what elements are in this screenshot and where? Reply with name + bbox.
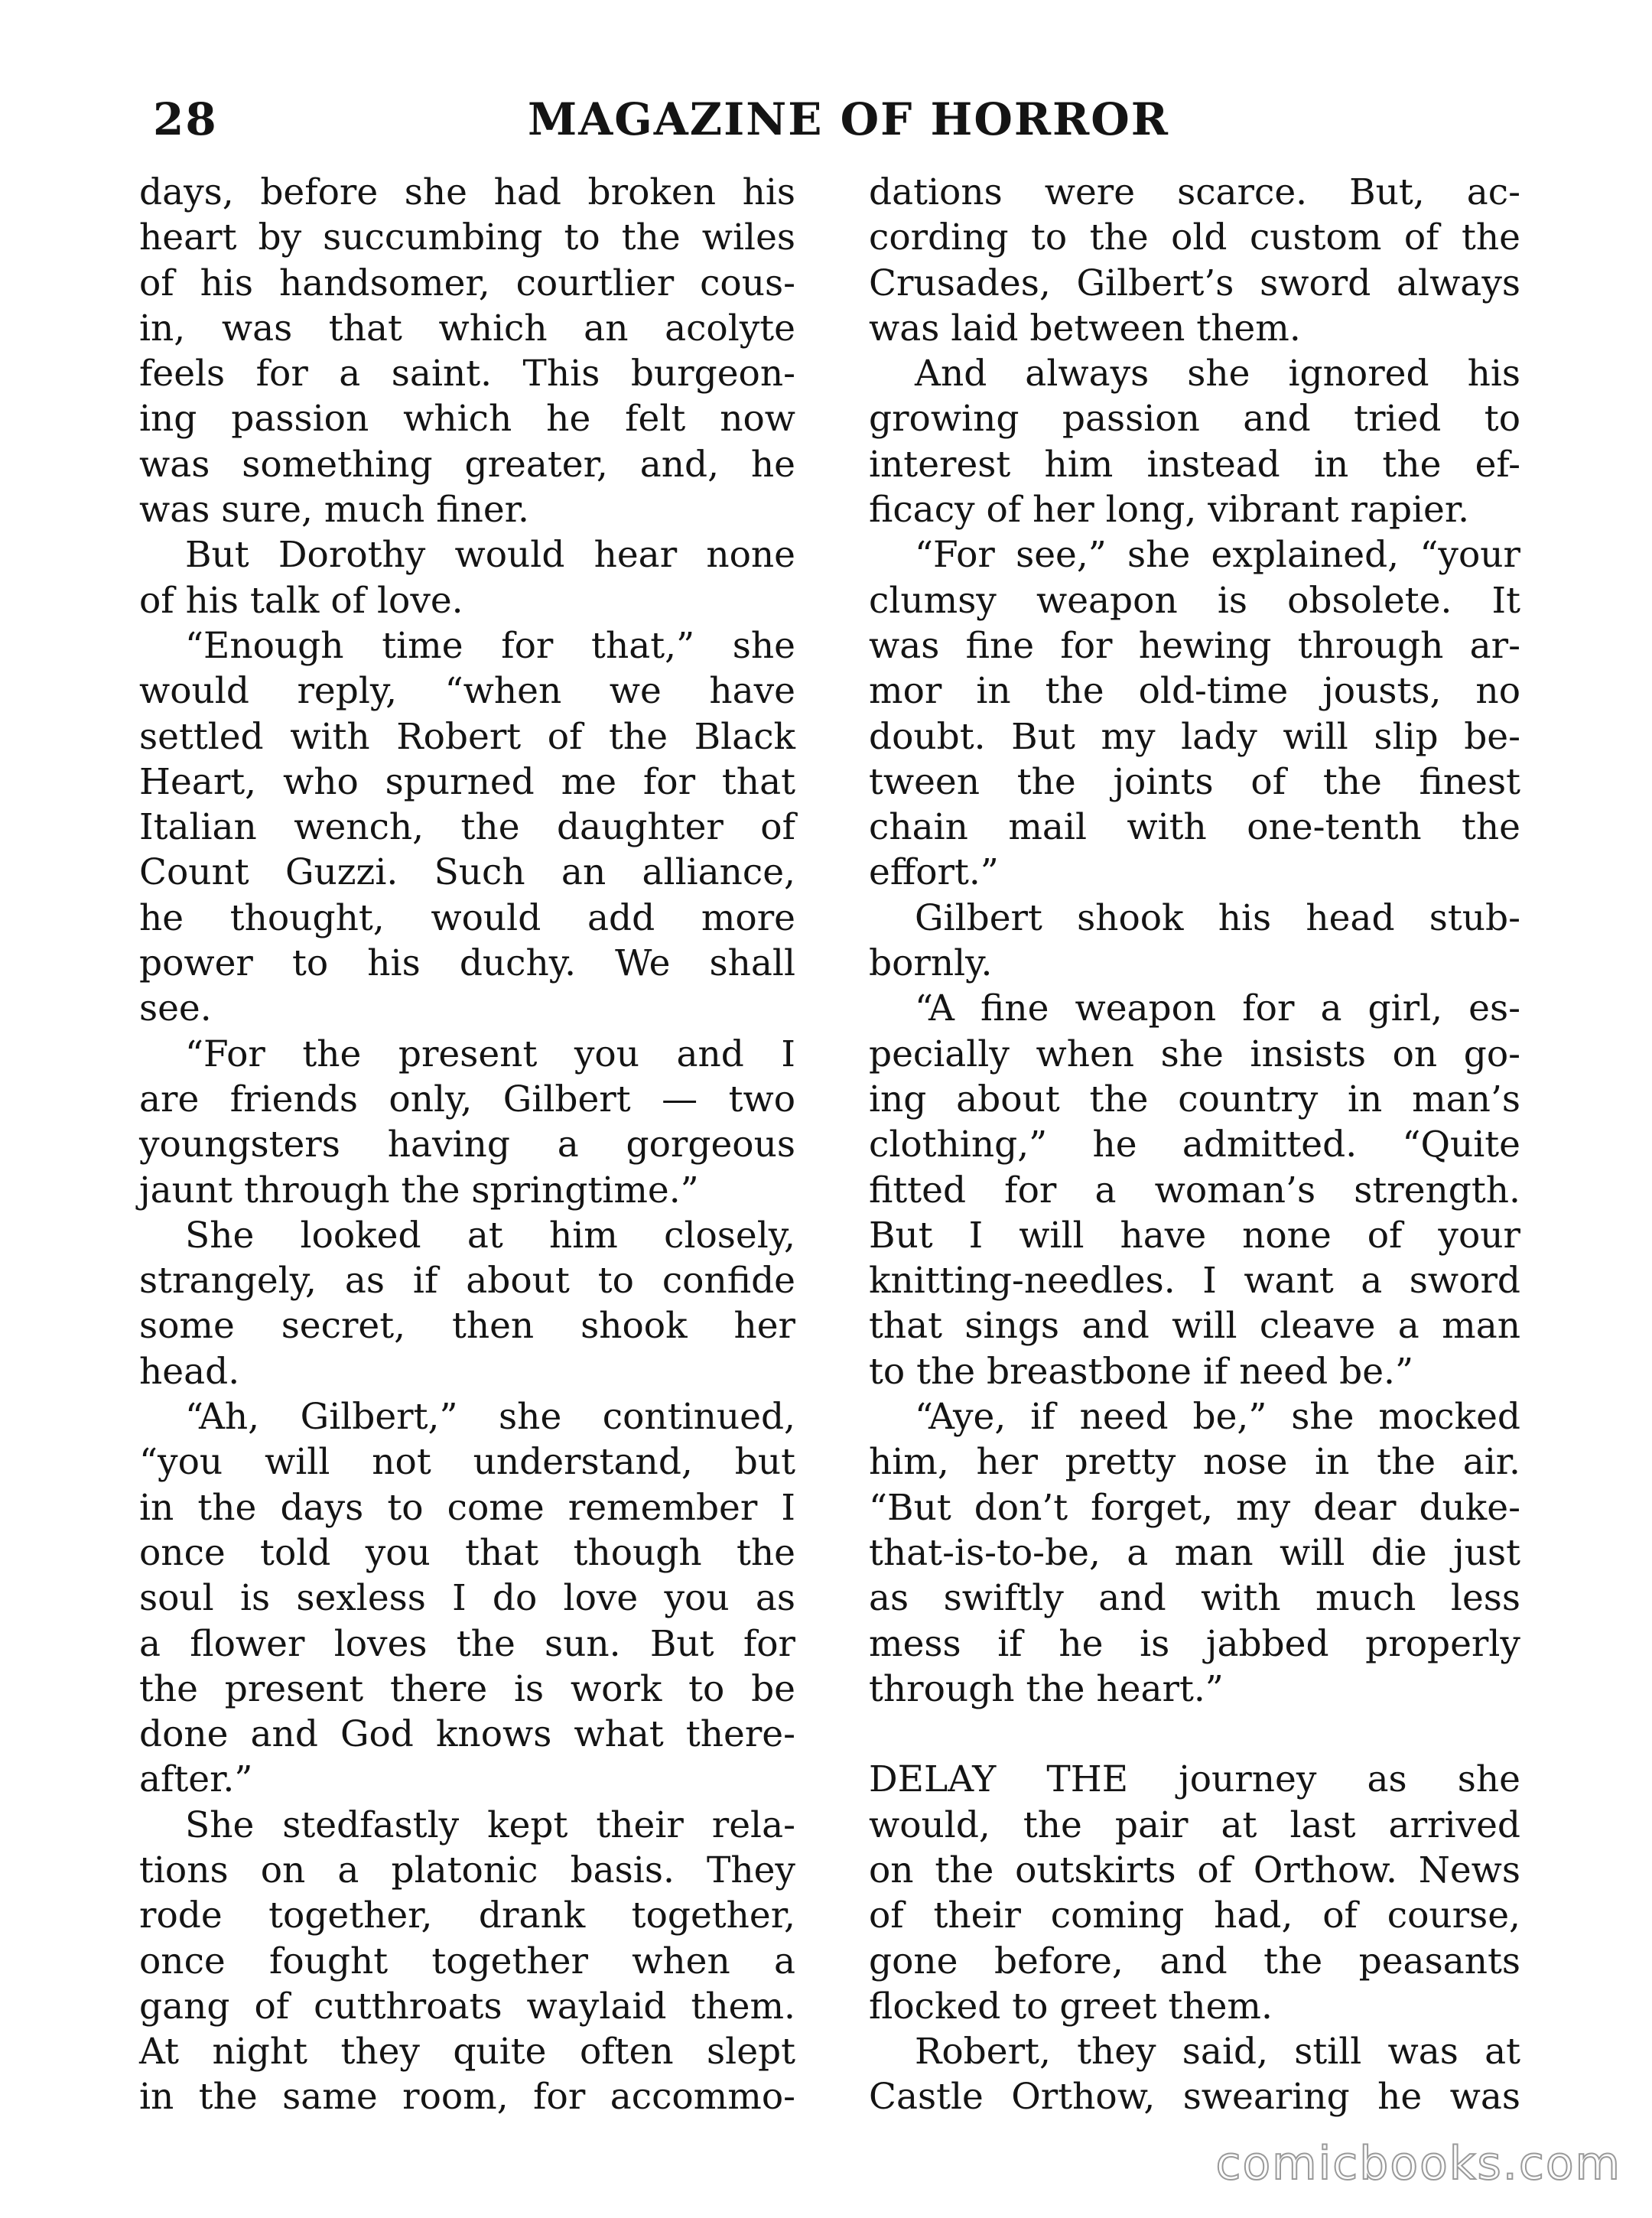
text-line: “A fine weapon for a girl, es-: [915, 987, 1520, 1030]
text-line: that-is-to-be, a man will die just: [869, 1531, 1520, 1574]
text-line: fitted for a woman’s strength.: [869, 1169, 1520, 1211]
text-line: once told you that though the: [139, 1531, 795, 1574]
text-line: in the days to come remember I: [139, 1486, 795, 1529]
text-line: “For the present you and I: [185, 1033, 795, 1075]
text-line: chain mail with one-tenth the: [869, 806, 1520, 849]
text-line: pecially when she insists on go-: [869, 1033, 1520, 1075]
text-line: “Ah, Gilbert,” she continued,: [185, 1396, 795, 1439]
text-line: him, her pretty nose in the air.: [869, 1441, 1520, 1484]
text-line: the present there is work to be: [139, 1667, 795, 1710]
text-line: effort.”: [869, 851, 999, 894]
text-line: “For see,” she explained, “your: [915, 534, 1520, 577]
text-line: But Dorothy would hear none: [185, 534, 795, 577]
text-line: power to his duchy. We shall: [139, 942, 795, 985]
text-line: doubt. But my lady will slip be-: [869, 715, 1520, 758]
text-line: And always she ignored his: [915, 353, 1520, 395]
text-line: would, the pair at last arrived: [869, 1803, 1520, 1846]
text-line: Heart, who spurned me for that: [139, 760, 795, 803]
text-line: days, before she had broken his: [139, 171, 795, 213]
text-line: as swiftly and with much less: [869, 1577, 1520, 1620]
text-line: was something greater, and, he: [139, 443, 795, 486]
text-line: on the outskirts of Orthow. News: [869, 1849, 1520, 1891]
text-line: “Aye, if need be,” she mocked: [915, 1396, 1520, 1439]
text-line: strangely, as if about to confide: [139, 1260, 795, 1303]
text-line: tions on a platonic basis. They: [139, 1849, 795, 1891]
text-line: “But don’t forget, my dear duke-: [869, 1486, 1520, 1529]
text-line: clumsy weapon is obsolete. It: [869, 579, 1520, 622]
text-line: are friends only, Gilbert — two: [139, 1078, 795, 1120]
right-text-column: [869, 170, 1520, 2120]
text-line: of his talk of love.: [139, 579, 463, 622]
text-line: would reply, “when we have: [139, 670, 795, 713]
text-line: growing passion and tried to: [869, 398, 1520, 441]
left-text-column: [139, 170, 795, 2120]
text-line: Gilbert shook his head stub-: [915, 896, 1520, 939]
text-line: he thought, would add more: [139, 896, 795, 939]
watermark: comicbooks.com: [1215, 2137, 1621, 2190]
text-line: some secret, then shook her: [139, 1305, 795, 1348]
text-line: cording to the old custom of the: [869, 216, 1520, 259]
text-line: done and God knows what there-: [139, 1713, 795, 1756]
text-line: gone before, and the peasants: [869, 1940, 1520, 1982]
text-line: soul is sexless I do love you as: [139, 1577, 795, 1620]
text-line: Robert, they said, still was at: [915, 2031, 1520, 2073]
text-line: heart by succumbing to the wiles: [139, 216, 795, 259]
text-line: ficacy of her long, vibrant rapier.: [869, 489, 1470, 532]
text-line: dations were scarce. But, ac-: [869, 171, 1520, 213]
text-line: DELAY THE journey as she: [869, 1758, 1520, 1801]
text-line: bornly.: [869, 942, 993, 985]
text-line: that sings and will cleave a man: [869, 1305, 1520, 1348]
text-line: clothing,” he admitted. “Quite: [869, 1124, 1520, 1166]
text-line: Count Guzzi. Such an alliance,: [139, 851, 795, 894]
text-line: through the heart.”: [869, 1667, 1224, 1710]
text-line: youngsters having a gorgeous: [139, 1124, 795, 1166]
text-line: She stedfastly kept their rela-: [185, 1803, 795, 1846]
page-number: 28: [153, 93, 218, 145]
text-line: She looked at him closely,: [185, 1214, 795, 1257]
text-line: was sure, much finer.: [139, 489, 529, 532]
text-line: “Enough time for that,” she: [185, 624, 795, 667]
text-line: mor in the old-time jousts, no: [869, 670, 1520, 713]
text-line: a flower loves the sun. But for: [139, 1622, 795, 1665]
text-line: flocked to greet them.: [869, 1985, 1273, 2028]
page-header: [0, 46, 1652, 145]
text-line: jaunt through the springtime.”: [139, 1169, 699, 1211]
text-line: of his handsomer, courtlier cous-: [139, 262, 795, 304]
text-line: gang of cutthroats waylaid them.: [139, 1985, 795, 2028]
text-line: At night they quite often slept: [139, 2031, 795, 2073]
text-line: was laid between them.: [869, 307, 1301, 350]
text-line: once fought together when a: [139, 1940, 795, 1982]
text-line: of their coming had, of course,: [869, 1894, 1520, 1937]
text-line: interest him instead in the ef-: [869, 443, 1520, 486]
text-line: tween the joints of the finest: [869, 760, 1520, 803]
text-line: in the same room, for accommo-: [139, 2076, 795, 2119]
text-line: was fine for hewing through ar-: [869, 624, 1520, 667]
text-line: in, was that which an acolyte: [139, 307, 795, 350]
section-break: [869, 1712, 1520, 1757]
text-line: Crusades, Gilbert’s sword always: [869, 262, 1520, 304]
text-line: rode together, drank together,: [139, 1894, 795, 1937]
text-line: ing passion which he felt now: [139, 398, 795, 441]
text-line: But I will have none of your: [869, 1214, 1520, 1257]
text-line: knitting-needles. I want a sword: [869, 1260, 1520, 1303]
text-line: “you will not understand, but: [139, 1441, 795, 1484]
text-line: head.: [139, 1350, 240, 1393]
text-line: after.”: [139, 1758, 253, 1801]
text-line: ing about the country in man’s: [869, 1078, 1520, 1120]
text-line: to the breastbone if need be.”: [869, 1350, 1413, 1393]
text-line: mess if he is jabbed properly: [869, 1622, 1520, 1665]
text-line: see.: [139, 987, 212, 1030]
text-line: feels for a saint. This burgeon-: [139, 353, 795, 395]
text-line: Castle Orthow, swearing he was: [869, 2076, 1520, 2119]
text-line: Italian wench, the daughter of: [139, 806, 795, 849]
text-line: settled with Robert of the Black: [139, 715, 795, 758]
running-title: MAGAZINE OF HORROR: [528, 93, 1169, 145]
